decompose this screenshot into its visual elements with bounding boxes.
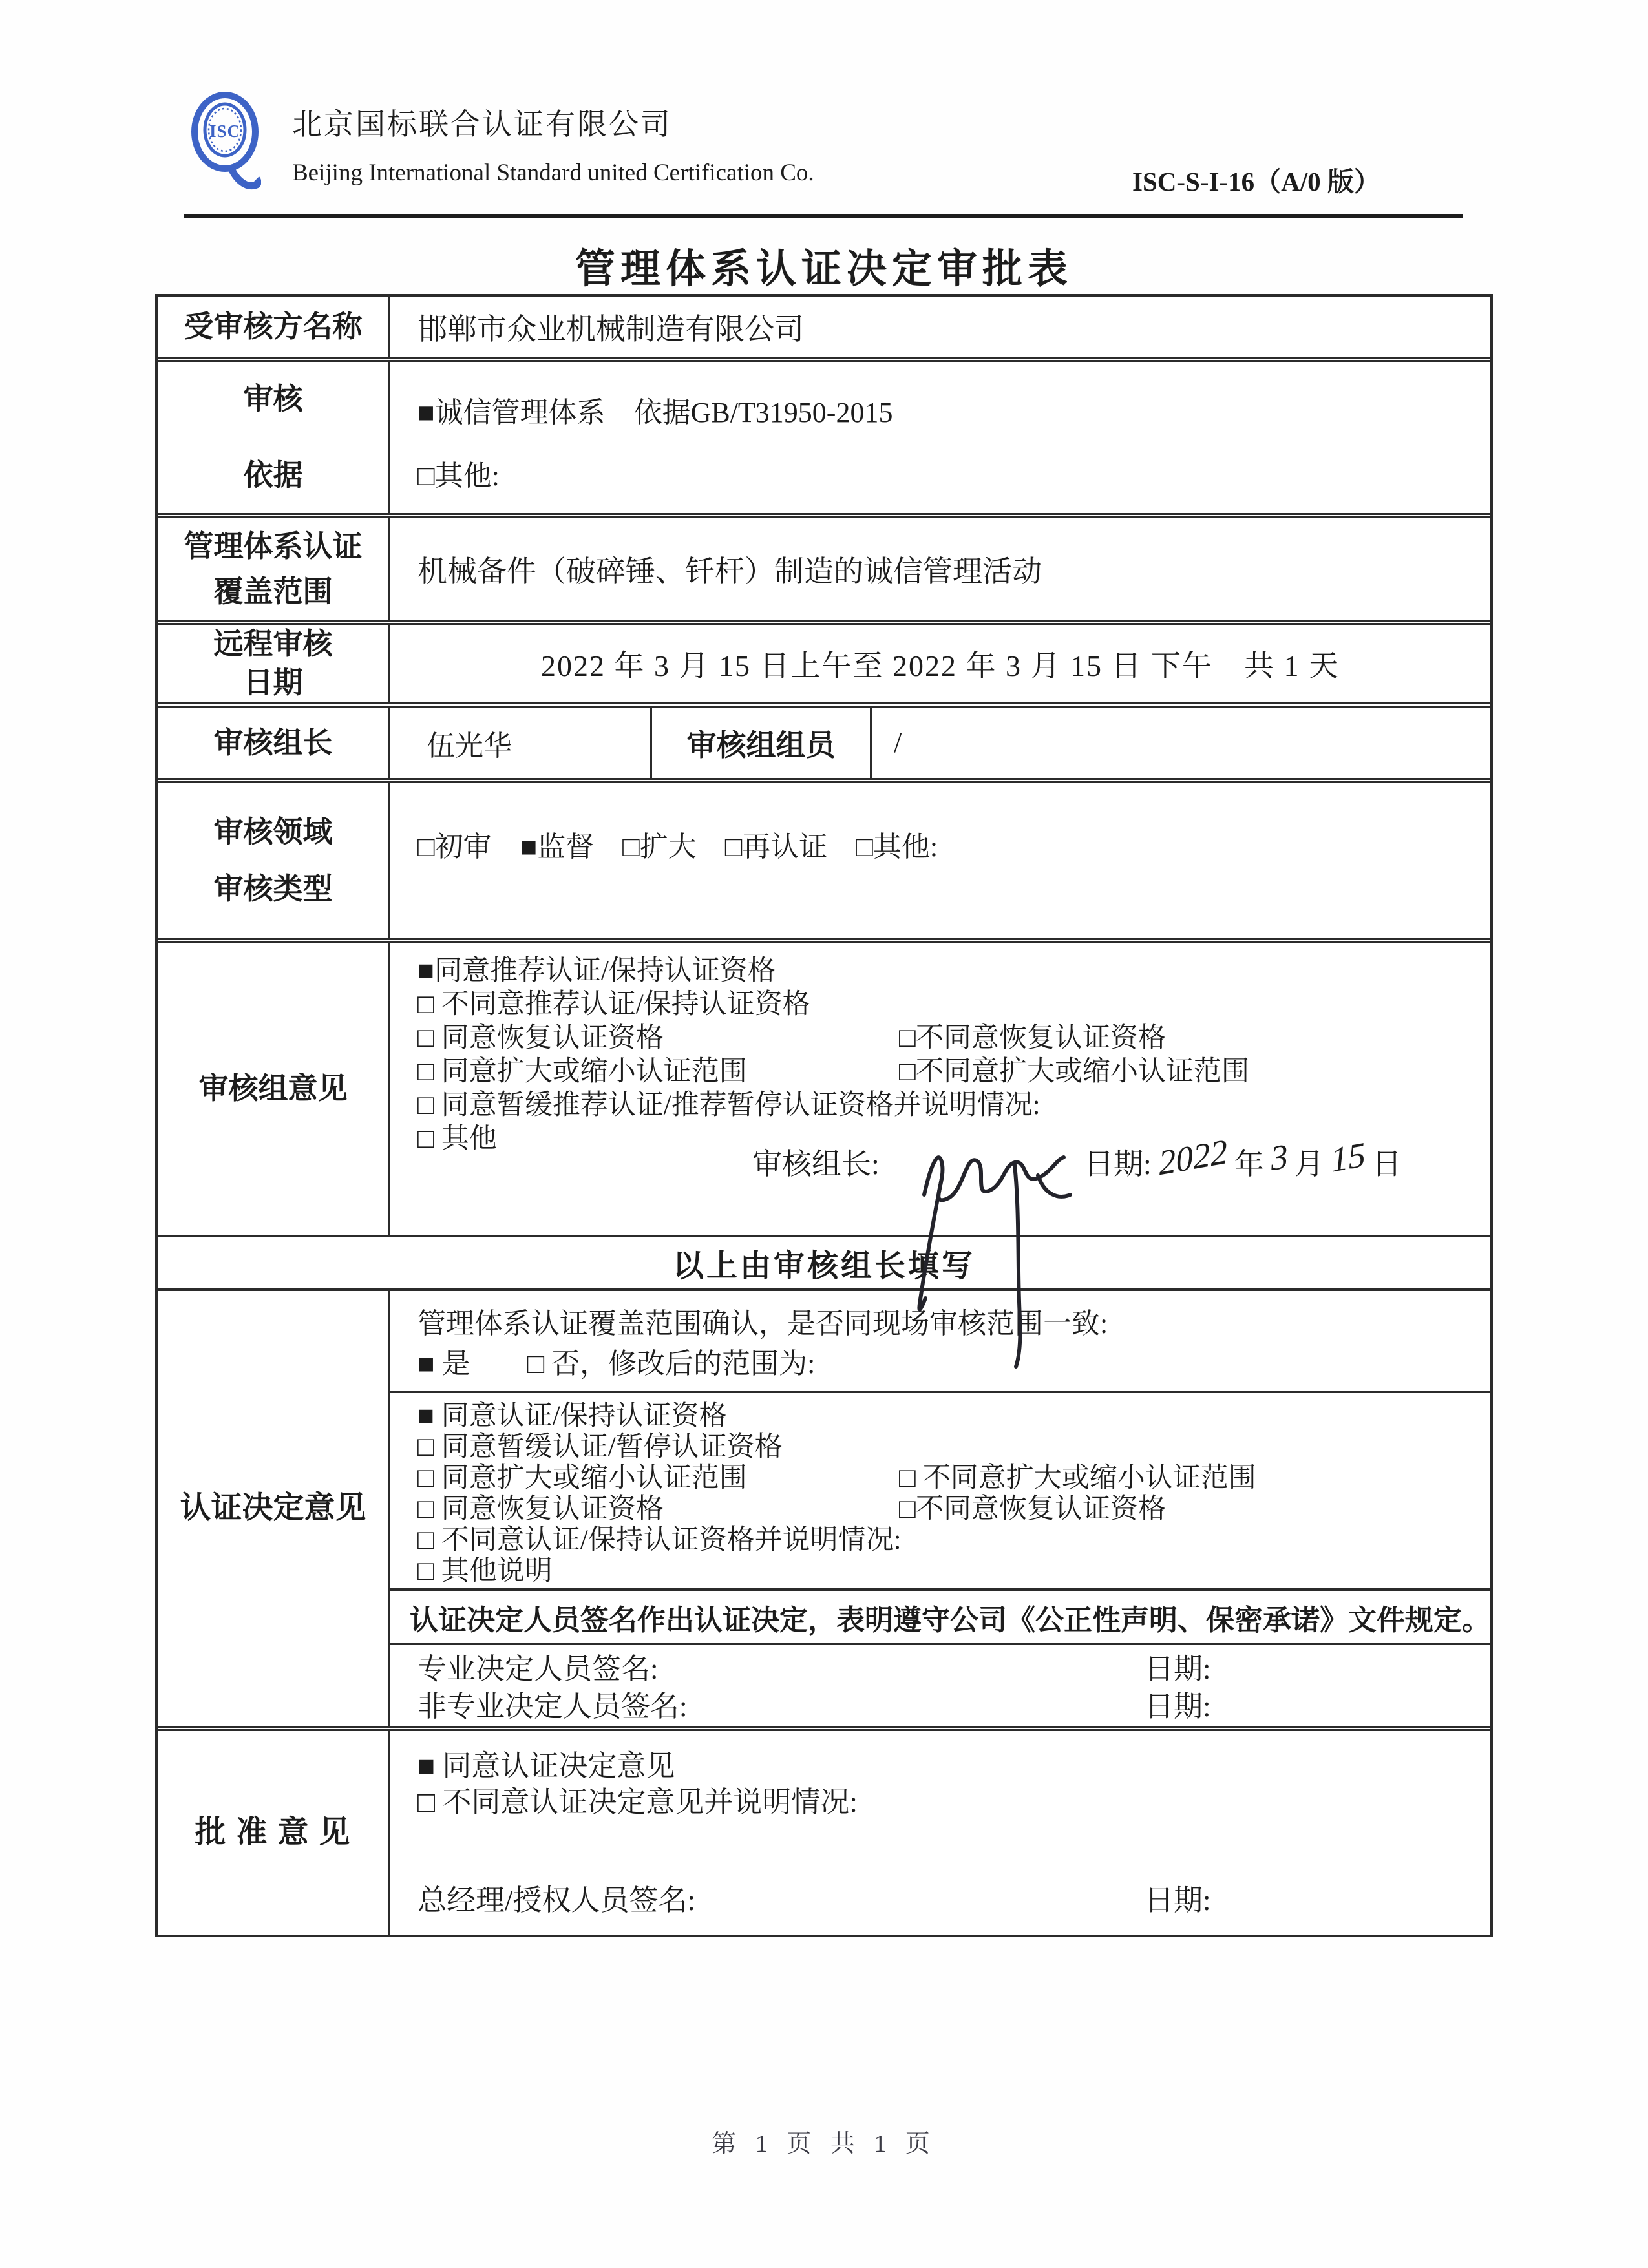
company-name-cn: 北京国标联合认证有限公司 [292, 108, 672, 141]
decision-label: 认证决定意见 [158, 1291, 390, 1726]
option-text: □ 不同意认证/保持认证资格并说明情况: [417, 1525, 902, 1555]
option-text: □ 同意恢复认证资格 [417, 1023, 664, 1053]
option-text: ■同意推荐认证/保持认证资格 [417, 956, 776, 986]
day-unit: 日 [1371, 1148, 1402, 1181]
option-text: □ 同意恢复认证资格 [417, 1494, 664, 1524]
nonpro-sign-row [417, 1688, 1490, 1725]
scope-confirm-question: 管理体系认证覆盖范围确认，是否同现场审核范围一致: [417, 1308, 1108, 1339]
checkbox-option [417, 988, 1490, 1022]
year-unit: 年 [1234, 1148, 1264, 1181]
decision-content [390, 1291, 1490, 1726]
audit-basis-label-line2: 依据 [243, 459, 303, 492]
scope-confirm-block [390, 1291, 1490, 1391]
option-text: □ 同意暂缓认证/暂停认证资格 [417, 1432, 783, 1462]
checkbox-option [417, 1463, 1490, 1494]
scope-confirm-answer: ■ 是 □ 否，修改后的范围为: [417, 1348, 816, 1380]
pro-sign-label: 专业决定人员签名: [417, 1653, 659, 1685]
remote-date-label-line2: 日期 [243, 666, 303, 699]
row-audit-type [158, 778, 1490, 938]
auditee-value: 邯郸市众业机械制造有限公司 [417, 312, 804, 346]
month-unit: 月 [1294, 1148, 1324, 1181]
audit-type-label-line1: 审核领域 [213, 815, 333, 848]
basis-option-other: □其他: [417, 460, 500, 492]
handwritten-day: 15 [1329, 1135, 1367, 1180]
pro-sign-row [417, 1650, 1490, 1688]
checkbox-option [417, 1525, 1490, 1556]
row-audit-team [158, 702, 1490, 778]
checkbox-option [417, 1748, 1490, 1784]
option-text: □ 同意扩大或缩小认证范围 [417, 1056, 747, 1087]
row-decision-opinion [158, 1288, 1490, 1726]
option-text: □ 其他说明 [417, 1556, 553, 1586]
cert-scope-label-line1: 管理体系认证 [184, 529, 363, 563]
checkbox-option [417, 1401, 1490, 1432]
page-number: 第 1 页 共 1 页 [712, 2130, 936, 2158]
handwritten-month: 3 [1269, 1136, 1289, 1179]
checkbox-option [417, 1055, 1490, 1089]
gm-sign-row [417, 1882, 1490, 1918]
remote-date-value: 2022 年 3 月 15 日上午至 2022 年 3 月 15 日 下午 共 1 天 [541, 649, 1340, 682]
team-leader-label: 审核组长 [158, 708, 390, 778]
team-opinion-content [390, 943, 1490, 1235]
audit-basis-label-line1: 审核 [243, 383, 303, 416]
team-opinion-label: 审核组意见 [158, 943, 390, 1235]
audit-type-label [158, 783, 390, 938]
audit-type-label-line2: 审核类型 [213, 872, 333, 905]
gm-sign-date-label: 日期: [1145, 1884, 1211, 1916]
header-divider [184, 214, 1463, 218]
audit-basis-label [158, 362, 390, 513]
decision-statement: 认证决定人员签名作出认证决定，表明遵守公司《公正性声明、保密承诺》文件规定。 [390, 1588, 1490, 1643]
option-text: ■ 同意认证/保持认证资格 [417, 1401, 727, 1431]
isc-logo-icon [190, 90, 261, 193]
checkbox-option [417, 1556, 1490, 1587]
row-cert-scope [158, 513, 1490, 620]
decision-signatures [390, 1643, 1490, 1726]
option-text: □ 同意扩大或缩小认证范围 [417, 1463, 747, 1493]
basis-option-selected: ■诚信管理体系 依据GB/T31950-2015 [417, 397, 893, 428]
audit-basis-value [390, 362, 1490, 513]
row-middle-note: 以上由审核组长填写 [158, 1235, 1490, 1288]
handwritten-year: 2022 [1157, 1131, 1229, 1183]
team-leader-value: 伍光华 [390, 708, 652, 778]
checkbox-option [417, 954, 1490, 988]
row-team-opinion [158, 938, 1490, 1235]
cert-scope-label-line2: 覆盖范围 [213, 574, 333, 608]
checkbox-option [417, 1784, 1490, 1820]
cert-scope-value: 机械备件（破碎锤、钎杆）制造的诚信管理活动 [417, 554, 1042, 588]
row-remote-audit-date [158, 620, 1490, 702]
decision-options-block [390, 1391, 1490, 1588]
logo-isc-text: ISC [209, 121, 241, 141]
gm-sign-label: 总经理/授权人员签名: [417, 1884, 696, 1916]
option-text: ■ 同意认证决定意见 [417, 1750, 675, 1782]
form-table [155, 294, 1493, 1937]
checkbox-option [417, 1022, 1490, 1055]
page-title: 管理体系认证决定审批表 [575, 247, 1073, 291]
nonpro-sign-label: 非专业决定人员签名: [417, 1690, 688, 1723]
checkbox-option [417, 1494, 1490, 1525]
approval-label: 批 准 意 见 [158, 1731, 390, 1935]
audit-type-options: □初审 ■监督 □扩大 □再认证 □其他: [417, 831, 938, 863]
option-text: □ 不同意认证决定意见并说明情况: [417, 1786, 858, 1818]
option-text: □不同意扩大或缩小认证范围 [899, 1056, 1249, 1087]
auditee-label: 受审核方名称 [158, 297, 390, 357]
row-approval-opinion [158, 1726, 1490, 1935]
leader-signature-line [390, 1131, 1490, 1183]
date-label: 日期: [1084, 1148, 1152, 1181]
option-text: □不同意恢复认证资格 [899, 1494, 1166, 1524]
document-code: ISC-S-I-16（A/0 版） [1132, 167, 1380, 196]
team-member-label: 审核组组员 [652, 708, 872, 778]
pro-sign-date-label: 日期: [1145, 1653, 1211, 1685]
option-text: □ 不同意扩大或缩小认证范围 [899, 1463, 1256, 1493]
option-text: □ 不同意推荐认证/保持认证资格 [417, 989, 810, 1020]
leader-sign-label: 审核组长: [752, 1148, 880, 1181]
remote-date-label-line1: 远程审核 [213, 627, 333, 661]
checkbox-option [417, 1432, 1490, 1463]
approval-content [390, 1731, 1490, 1935]
cert-scope-label [158, 518, 390, 620]
nonpro-sign-date-label: 日期: [1145, 1690, 1211, 1723]
leader-sign-date [1084, 1131, 1402, 1183]
checkbox-option [417, 1089, 1490, 1122]
remote-date-label [158, 625, 390, 702]
option-text: □ 同意暂缓推荐认证/推荐暂停认证资格并说明情况: [417, 1090, 1041, 1120]
company-name-en: Beijing International Standard united Certification Co. [292, 160, 814, 186]
option-text: □不同意恢复认证资格 [899, 1023, 1166, 1053]
row-auditee [158, 297, 1490, 357]
team-member-value: / [894, 727, 902, 759]
option-text: □ 其他 [417, 1124, 497, 1154]
row-audit-basis [158, 357, 1490, 513]
